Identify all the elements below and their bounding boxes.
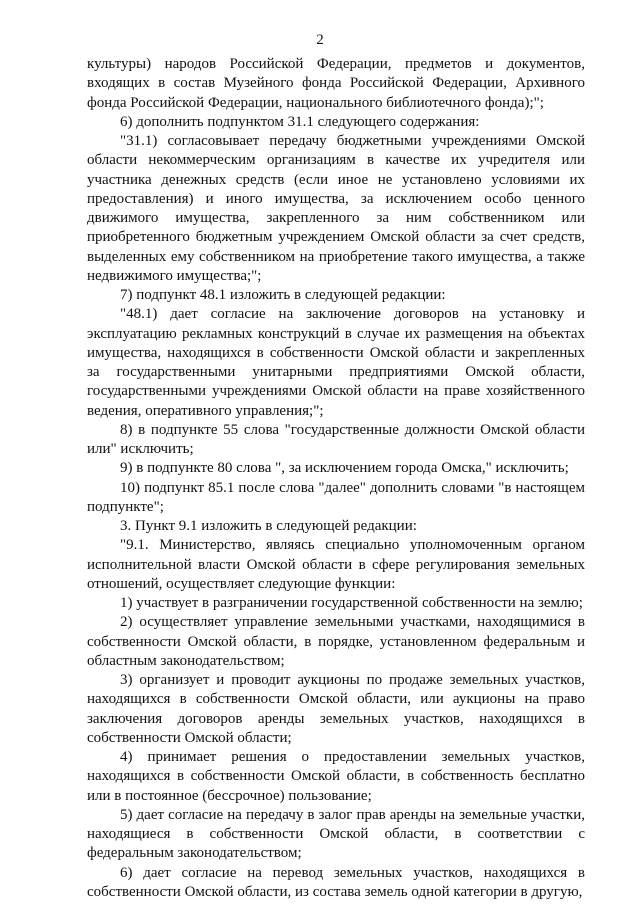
paragraph-item-7: 7) подпункт 48.1 изложить в следующей редакции: xyxy=(120,287,446,303)
paragraph-clause-9-1: "9.1. Министерство, являясь специально уполномоченным органом исполнительной власти Омской области в сфере регулирования земельных отношений, осуществляет следующие функции: xyxy=(87,537,585,592)
paragraph-item-9: 9) в подпункте 80 слова ", за исключением города Омска," исключить; xyxy=(120,460,569,477)
paragraph-function-4: 4) принимает решения о предоставлении земельных участков, находящихся в собственности Омской области, в собственность бесплатно или в постоянное (бессрочное) пользование; xyxy=(87,749,585,804)
page-number: 2 xyxy=(316,32,324,48)
paragraph-subitem-48-1: "48.1) дает согласие на заключение договоров на установку и эксплуатацию рекламных конструкций в случае их размещения на объектах имущества, находящихся в собственности Омской области и закрепленных за государственными унитарными предприятиями Омской области, государственными учреждениями Омской области на праве хозяйственного ведения, оперативного управления;"; xyxy=(87,306,585,419)
paragraph-item-8: 8) в подпункте 55 слова "государственные должности Омской области или" исключить; xyxy=(87,421,585,457)
paragraph-function-3: 3) организует и проводит аукционы по продаже земельных участков, находящихся в собственности Омской области, или аукционы на право заключения договоров аренды земельных участков, находящихся в собственности Омской области; xyxy=(87,672,585,746)
document-body xyxy=(87,55,585,902)
paragraph-function-2: 2) осуществляет управление земельными участками, находящимися в собственности Омской области, в порядке, установленном федеральным и областным законодательством; xyxy=(87,614,585,669)
paragraph-item-10: 10) подпункт 85.1 после слова "далее" дополнить словами "в настоящем подпункте"; xyxy=(87,479,585,515)
paragraph-section-3: 3. Пункт 9.1 изложить в следующей редакции: xyxy=(120,518,417,534)
paragraph-function-1: 1) участвует в разграничении государственной собственности на землю; xyxy=(120,595,583,611)
paragraph-subitem-31-1: "31.1) согласовывает передачу бюджетными учреждениями Омской области некоммерческим организациям в качестве их учредителя или участника денежных средств (если иное не установлено условиями их предоставления) и иного имущества, за исключением особо ценного движимого имущества, закрепленного за ним собственником или приобретенного бюджетным учреждением Омской области за счет средств, выделенных ему собственником на приобретение такого имущества, а также недвижимого имущества;"; xyxy=(87,133,585,284)
paragraph-function-6: 6) дает согласие на перевод земельных участков, находящихся в собственности Омской области, из состава земель одной категории в другую, xyxy=(87,864,585,900)
paragraph-function-5: 5) дает согласие на передачу в залог прав аренды на земельные участки, находящиеся в собственности Омской области, в соответствии с федеральным законодательством; xyxy=(87,806,585,862)
paragraph-continuation: культуры) народов Российской Федерации, предметов и документов, входящих в состав Музейного фонда Российской Федерации, Архивного фонда Российской Федерации, национального библиотечного фонда);"; xyxy=(87,56,585,111)
paragraph-item-6: 6) дополнить подпунктом 31.1 следующего содержания: xyxy=(120,113,480,130)
